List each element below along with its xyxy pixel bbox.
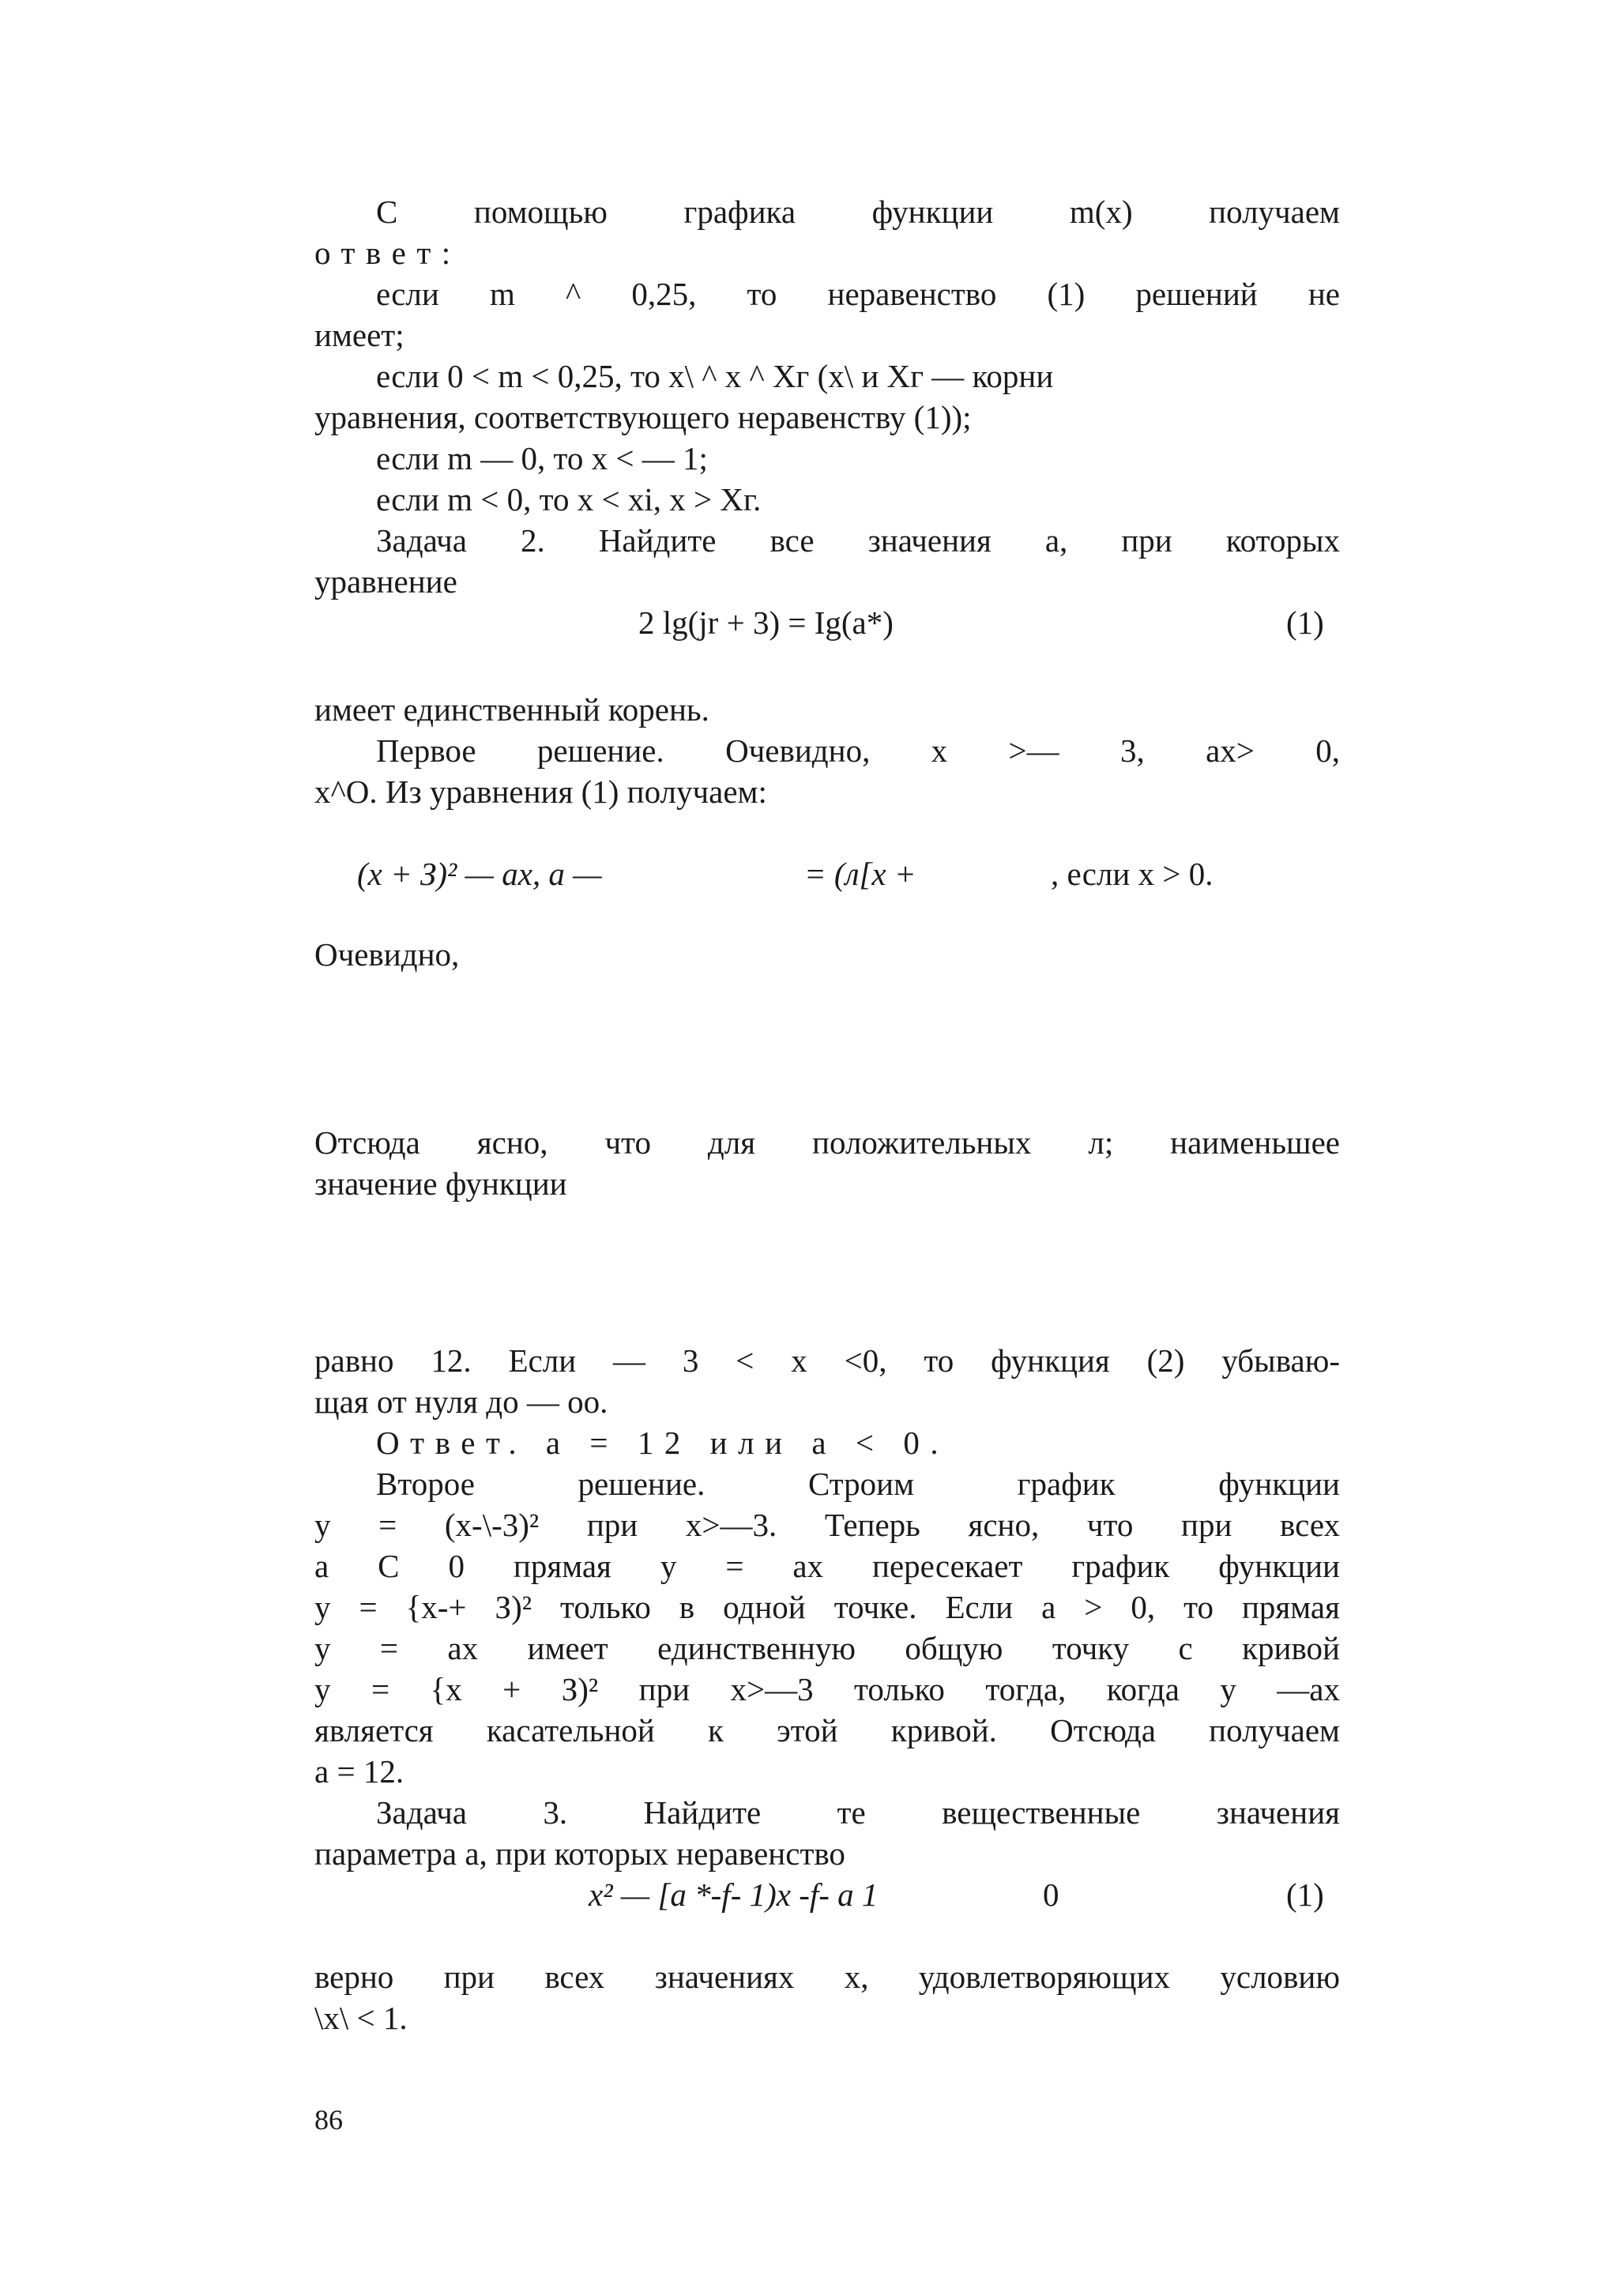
equation-2-left: (x + З)² — ax, a — (357, 856, 602, 892)
text-line: y = (x-\-3)² при x>—3. Теперь ясно, что при всех (314, 1507, 1340, 1543)
text-line: Первое решение. Очевидно, x >— 3, ax> 0, (376, 732, 1340, 769)
text-line: верно при всех значениях x, удовлетворяющих условию (314, 1959, 1340, 1995)
text-line: если m ^ 0,25, то неравенство (1) решений не (376, 276, 1340, 312)
text-line: является касательной к этой кривой. Отсюда получаем (314, 1712, 1340, 1748)
text-line: Очевидно, (314, 936, 460, 973)
text-line: уравнения, соответствующего неравенству (1)); (314, 399, 972, 435)
text-line: x^O. Из уравнения (1) получаем: (314, 773, 767, 810)
equation-3-relation: 0 (1043, 1876, 1059, 1913)
equation-3-number: (1) (1286, 1876, 1324, 1913)
text-line: Отсюда ясно, что для положительных л; наименьшее (314, 1124, 1340, 1161)
text-line: значение функции (314, 1165, 567, 1202)
equation-2-middle: = (л[x + (804, 856, 916, 892)
text-line: равно 12. Если — 3 < x <0, то функция (2) убываю- (314, 1342, 1340, 1379)
text-line: имеет; (314, 317, 404, 353)
page-number: 86 (314, 2104, 343, 2136)
equation-3: x² — [a *-f- 1)x -f- a 1 (589, 1876, 879, 1913)
text-line: Второе решение. Строим график функции (376, 1466, 1340, 1502)
equation-1-number: (1) (1286, 604, 1324, 641)
text-line: \x\ < 1. (314, 2000, 408, 2036)
text-line: y = {x-+ З)² только в одной точке. Если a > 0, то прямая (314, 1589, 1340, 1625)
answer-line: Ответ. а = 12 или a < 0. (376, 1425, 950, 1461)
text-line: a = 12. (314, 1753, 404, 1790)
text-line: y = ax имеет единственную общую точку с кривой (314, 1630, 1340, 1666)
text-line: С помощью графика функции m(x) получаем (376, 194, 1340, 230)
text-line: если 0 < m < 0,25, то x\ ^ x ^ Xг (x\ и Xг — корни (376, 358, 1054, 394)
text-line: ответ: (314, 235, 461, 271)
text-line: уравнение (314, 563, 457, 600)
equation-2-right: , если x > 0. (1051, 856, 1214, 892)
text-line: y = {x + З)² при x>—3 только тогда, когда y —ax (314, 1671, 1340, 1707)
equation-1: 2 lg(jr + 3) = Ig(a*) (638, 604, 894, 641)
text-line: Задача 2. Найдите все значения а, при которых (376, 522, 1340, 559)
text-line: Задача 3. Найдите те вещественные значения (376, 1794, 1340, 1831)
text-line: а С 0 прямая y = ax пересекает график функции (314, 1548, 1340, 1584)
text-line: щая от нуля до — оо. (314, 1383, 608, 1420)
text-line: если m — 0, то x < — 1; (376, 440, 708, 476)
text-line: имеет единственный корень. (314, 691, 709, 728)
text-line: если m < 0, то x < xi, x > Xг. (376, 481, 762, 518)
text-line: параметра а, при которых неравенство (314, 1835, 845, 1872)
